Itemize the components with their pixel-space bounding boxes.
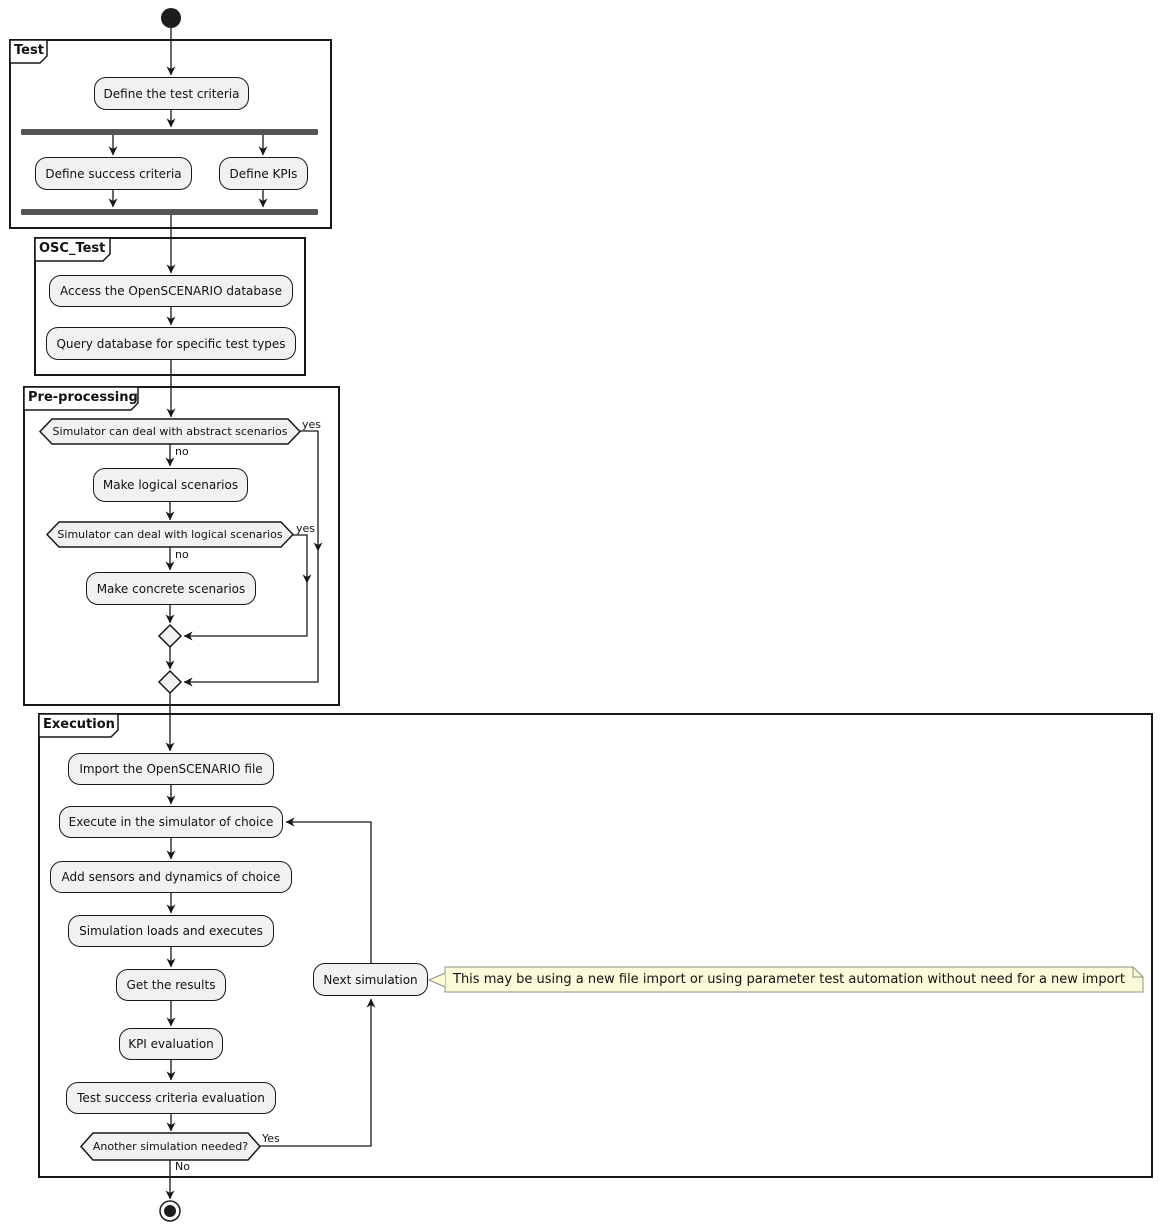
activity-execute-simulator: Execute in the simulator of choice [59, 806, 283, 838]
note-pointer [429, 973, 445, 987]
edge-another-yes-to-next-simulation [260, 999, 371, 1146]
activity-add-sensors: Add sensors and dynamics of choice [50, 861, 292, 893]
edge-next-simulation-to-execute [286, 822, 371, 963]
activity-test-success-eval: Test success criteria evaluation [66, 1082, 276, 1114]
branch-logical-yes: yes [296, 522, 316, 535]
fork-bar [21, 129, 318, 135]
activity-access-db: Access the OpenSCENARIO database [49, 275, 293, 307]
activity-get-results: Get the results [116, 969, 226, 1001]
activity-kpi-eval: KPI evaluation [119, 1028, 223, 1060]
join-bar [21, 209, 318, 215]
activity-query-db: Query database for specific test types [46, 327, 296, 360]
branch-abstract-yes: yes [302, 418, 322, 431]
merge-diamond-1 [159, 625, 181, 647]
edge-abstract-yes-segment2 [184, 551, 318, 682]
activity-make-logical: Make logical scenarios [93, 468, 248, 502]
partition-execution-label: Execution [43, 717, 115, 732]
start-node [161, 8, 181, 28]
edge-logical-yes-segment1 [293, 535, 307, 583]
activity-make-concrete: Make concrete scenarios [86, 572, 256, 605]
merge-diamond-2 [159, 671, 181, 693]
partition-pre-processing-label: Pre-processing [28, 390, 138, 405]
end-node-core [164, 1205, 176, 1217]
activity-sim-loads: Simulation loads and executes [68, 915, 274, 947]
branch-logical-no: no [175, 548, 189, 561]
decision-another-question: Another simulation needed? [92, 1140, 249, 1153]
decision-logical-question: Simulator can deal with logical scenarios [57, 528, 283, 541]
decision-abstract-question: Simulator can deal with abstract scenarios [52, 425, 288, 438]
branch-another-yes: Yes [262, 1132, 280, 1145]
activity-import-file: Import the OpenSCENARIO file [68, 753, 274, 785]
partition-osc-test-label: OSC_Test [39, 241, 106, 256]
activity-define-success-criteria: Define success criteria [35, 157, 192, 190]
branch-abstract-no: no [175, 445, 189, 458]
activity-define-kpis: Define KPIs [219, 157, 308, 190]
note-text: This may be using a new file import or using parameter test automation without need for a new import [453, 972, 1125, 987]
branch-another-no: No [175, 1160, 190, 1173]
activity-define-test-criteria: Define the test criteria [94, 77, 249, 110]
partition-test-label: Test [14, 43, 44, 58]
activity-next-simulation: Next simulation [313, 963, 428, 996]
